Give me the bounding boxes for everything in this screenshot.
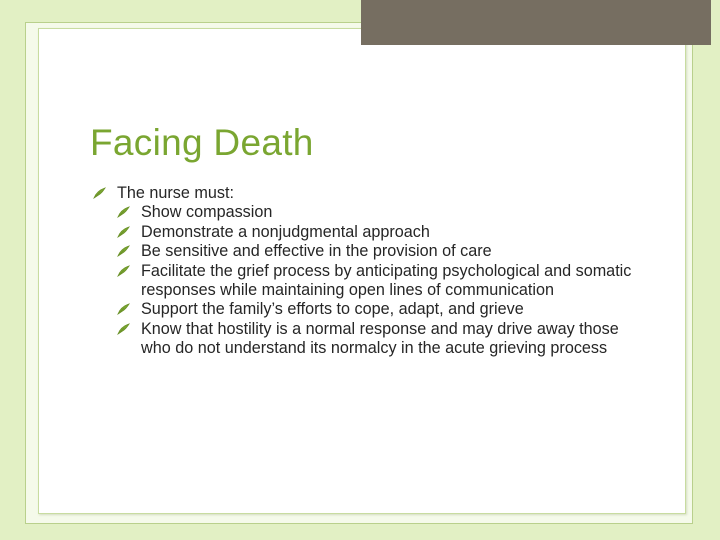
list-item-text: The nurse must: [117,184,234,202]
list-item [90,262,650,300]
list-item-text: Know that hostility is a normal response and may drive away those who do not understand its normalcy in the acute grieving process [141,319,619,357]
bullet-list [90,184,650,358]
list-item [90,242,650,261]
list-item [90,320,650,358]
list-item-text: Facilitate the grief process by anticipating psychological and somatic responses while maintaining open lines of communication [141,261,632,299]
slide-title: Facing Death [90,122,314,163]
leaf-icon [117,226,130,238]
leaf-icon [117,245,130,257]
leaf-icon [117,323,130,335]
leaf-icon [93,187,106,199]
leaf-icon [117,303,130,315]
list-item [90,203,650,222]
list-item-text: Demonstrate a nonjudgmental approach [141,222,430,241]
list-item-text: Show compassion [141,203,273,221]
list-item-lead [90,184,650,203]
list-item-text: Support the family’s efforts to cope, adapt, and grieve [141,300,524,318]
list-item [90,300,650,319]
list-item-text: Be sensitive and effective in the provision of care [141,242,492,260]
leaf-icon [117,265,130,277]
list-item [90,223,650,242]
accent-block [361,0,711,45]
leaf-icon [117,206,130,218]
